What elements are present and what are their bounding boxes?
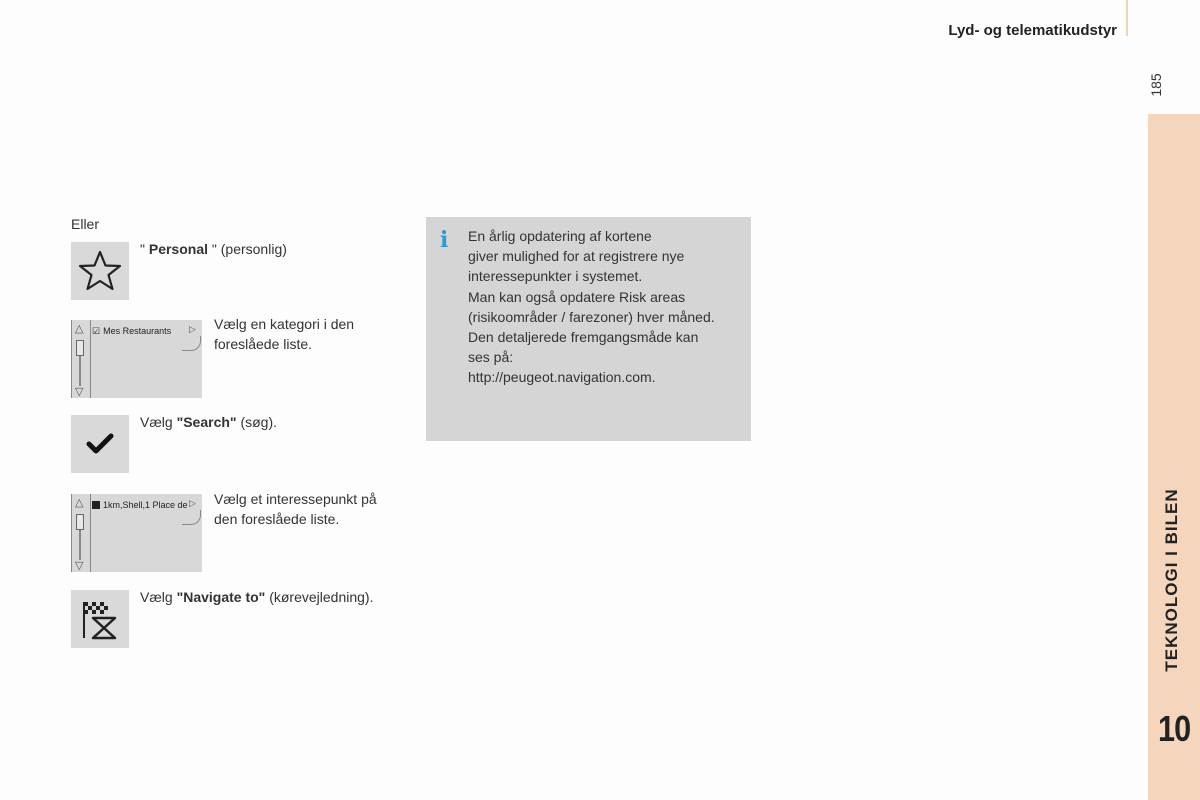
checkmark-icon	[71, 415, 129, 473]
chevron-right-icon: ▷	[189, 498, 196, 508]
step-navigate-text: Vælg "Navigate to" (kørevejledning).	[140, 589, 374, 605]
step-poi-text: Vælg et interessepunkt på den foreslåede liste.	[214, 491, 377, 527]
header-divider	[1126, 0, 1128, 36]
page-header-title: Lyd- og telematikudstyr	[948, 22, 1117, 39]
chapter-title: TEKNOLOGI I BILEN	[1162, 488, 1181, 672]
list-scrollbar: △ ▽	[72, 320, 91, 398]
poi-list-screen	[71, 494, 202, 572]
info-box	[426, 217, 751, 441]
category-list-screen	[71, 320, 202, 398]
chapter-number: 10	[1158, 708, 1191, 749]
list-scrollbar: △ ▽	[72, 494, 91, 572]
info-icon: i	[440, 227, 449, 253]
checkered-flag-hourglass-icon	[71, 590, 129, 648]
chevron-right-icon: ▷	[189, 324, 196, 334]
step-search-text: Vælg "Search" (søg).	[140, 414, 278, 430]
chapter-side-tab	[1148, 114, 1200, 800]
list-item: ☑ Mes Restaurants	[92, 325, 172, 336]
intro-text: Eller	[71, 216, 100, 232]
list-item: 1km,Shell,1 Place de	[92, 494, 188, 516]
step-personal-text: " Personal " (personlig)	[140, 241, 287, 257]
info-text: En årlig opdatering af kortene giver mulighed for at registrere nye interessepunkter i systemet. Man kan også opdatere Risk areas (risikoområder / farezoner) hver måned. Den detaljerede fremgangsmåde kan ses på: http://peugeot.navigation.com.	[468, 226, 748, 388]
star-icon	[71, 242, 129, 300]
step-category-text: Vælg en kategori i den foreslåede liste.	[214, 316, 355, 352]
page-number: 185	[1148, 73, 1164, 97]
info-url: http://peugeot.navigation.com.	[468, 369, 656, 386]
